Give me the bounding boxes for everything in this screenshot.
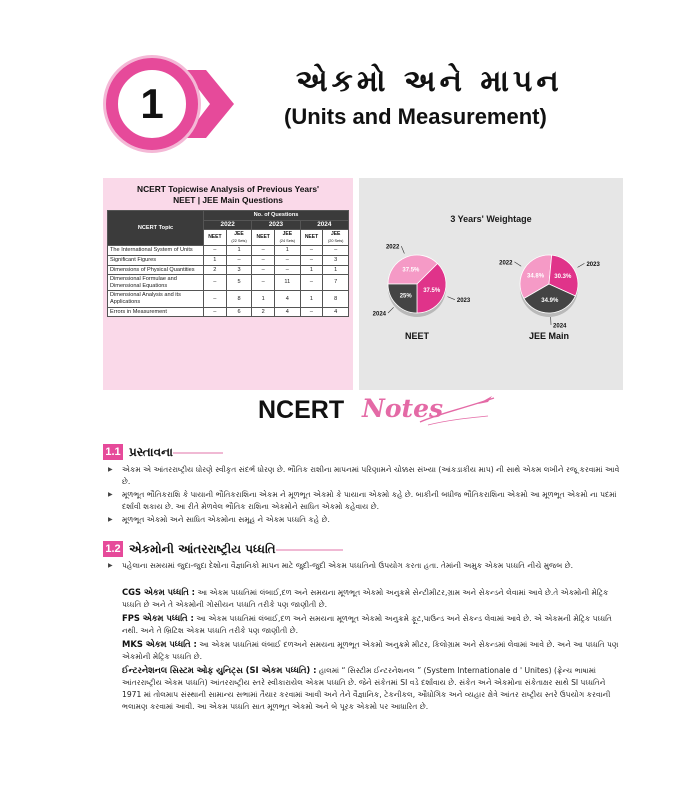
value-cell: – — [252, 255, 275, 265]
value-cell: 4 — [275, 307, 301, 317]
pie-value-label: 30.3% — [554, 273, 572, 280]
value-cell: 8 — [323, 291, 349, 307]
value-cell: 3 — [226, 265, 252, 275]
mks-label: MKS એકમ પધ્ધતિ : — [122, 639, 197, 649]
leader-line — [388, 307, 394, 313]
si-paragraph — [122, 664, 622, 713]
pen-swoosh-icon — [418, 394, 498, 428]
section-title: એકમોની આંતરરાષ્ટ્રીય પધ્ધતિ — [123, 542, 276, 557]
fps-paragraph — [122, 612, 622, 637]
leader-line — [578, 263, 585, 267]
topic-cell: Dimensions of Physical Quantities — [108, 265, 204, 275]
jee-subheader: JEE (20 Sets) — [323, 230, 349, 246]
value-cell: – — [252, 246, 275, 256]
pie-chart-name: JEE Main — [528, 331, 570, 341]
value-cell: 1 — [204, 255, 227, 265]
pie-year-label: 2023 — [456, 298, 471, 305]
value-cell: – — [204, 275, 227, 291]
value-cell: – — [275, 265, 301, 275]
topicwise-analysis-panel — [103, 178, 353, 390]
ncert-label: NCERT — [258, 396, 345, 424]
cgs-paragraph — [122, 586, 622, 611]
mks-paragraph — [122, 638, 622, 663]
value-cell: 1 — [323, 265, 349, 275]
value-cell: 1 — [275, 246, 301, 256]
value-cell: – — [252, 265, 275, 275]
neet-subheader: NEET — [252, 230, 275, 246]
chapter-circle — [106, 58, 198, 150]
si-label: ઈન્ટરનેશનલ સિસ્ટમ ઓફ યુનિટ્સ (SI એકમ પધ્ધતિ) : — [122, 665, 317, 675]
value-cell: 4 — [275, 291, 301, 307]
section-title: પ્રસ્તાવના — [123, 445, 173, 460]
pie-year-label: 2023 — [586, 261, 600, 268]
value-cell: 1 — [300, 265, 323, 275]
intro-bullet-list — [108, 464, 622, 527]
pie-value-label: 25% — [399, 293, 412, 300]
chapter-title-english: (Units and Measurement) — [284, 104, 547, 129]
section-heading — [103, 540, 276, 558]
si-text: હાલમાં “ સિસ્ટીમ ઈન્ટરનેશનલ ” (System Internationale d ' Unites) (ફ્રેન્ચ ભાષામાં આંતરરાષ્ટ્રીય એકમ પધ્ધતિ) આંતરરાષ્ટ્રીય સ્તરે સ્વીકારાયેલ એકમ પધ્ધતિ છે. જેને સંકેતમાં SI વડે દર્શાવાય છે. સંકેત અને એકમોના સંકેતાક્ષર સાથે SI પધ્ધતિને 1971 માં તોલમાપ સંસ્થાની સામાન્ય સભામાં તૈયાર કરવામાં આવી અને તેને વૈજ્ઞાનિક, ટેકનીકલ, ઔધોગિક અને વ્યહાર ક્ષેત્રે આંતર રાષ્ટ્રીય સ્તરે ઉપયોગ કરવાની ભલામણ કરવામાં આવી. આ એકમ પધ્ધતિ સાત મૂળભૂત એકમો અને બે પૂરક એકમો પર આધારિત છે. — [122, 666, 611, 711]
list-item: ▶ એકમ એ આંતરરાષ્ટ્રીય ધોરણે સ્વીકૃત સંદર્ભ ધોરણ છે. ભૌતિક રાશીના માપનમાં પરિણામને ચોક્કસ સંખ્યા (આંકડાકીય માપ) ની સાથે એકમ લખીને રજૂ કરવામાં આવે છે. — [108, 464, 622, 488]
list-item: ▶ મૂળભૂત ભૌતિકરાશિ કે પાયાની ભૌતિકરાશિના એકમ ને મૂળભૂત એકમો કે પાયાના એકમો કહે છે. બાકીની બધીજ ભૌતિકરાશિના એકમો આ મૂળભૂત એકમો ના પદમાં દર્શાવી શકાય છે. આ રીતે મેળવેલ ભૌતિક રાશિના એકમોને સાધિત એકમો કહેવાય છે. — [108, 489, 622, 513]
value-cell: – — [252, 275, 275, 291]
fps-text: આ એકમ પધ્ધતિમાં લંબાઈ,દળ અને સમયના મૂળભૂત એકમો અનુક્રમે ફૂટ,પાઉન્ડ અને સેકન્ડ લેવામાં આવે છે. એ એકમની મેટ્રિક પધ્ધતિ નથી. અને તે બ્રિટિશ એકમ પધ્ધતિ તરીકે પણ જાણીતી છે. — [122, 614, 612, 635]
chapter-number: 1 — [140, 80, 164, 127]
neet-subheader: NEET — [300, 230, 323, 246]
value-cell: 11 — [275, 275, 301, 291]
analysis-table — [107, 210, 349, 317]
value-cell: – — [300, 246, 323, 256]
pie-year-label: 2022 — [385, 244, 400, 251]
analysis-title-line1: NCERT Topicwise Analysis of Previous Years' — [137, 184, 319, 194]
topic-header: NCERT Topic — [108, 211, 204, 246]
analysis-title-line2: NEET | JEE Main Questions — [173, 195, 283, 205]
pie-chart-name: NEET — [404, 331, 430, 341]
table-row — [108, 291, 349, 307]
jee-subheader: JEE (22 Sets) — [226, 230, 252, 246]
mks-text: આ એકમ પધ્ધતિમાં લંબાઈ દળઅને સમયના મૂળભૂત એકમો અનુક્રમે મીટર, કિલોગ્રામ અને સેકન્ડમાં લેવામાં આવે છે. અને આ પધ્ધતિ પણ એકમોની મેટ્રિક પધ્ધતિ છે. — [122, 640, 619, 661]
chapter-title-gujarati: એકમો અને માપન — [296, 64, 563, 99]
leader-line — [514, 262, 521, 266]
value-cell: – — [204, 307, 227, 317]
value-cell: 2 — [252, 307, 275, 317]
pie-year-label: 2024 — [553, 323, 567, 330]
fps-label: FPS એકમ પધ્ધતિ : — [122, 613, 194, 623]
ncert-notes-heading — [258, 392, 498, 432]
analysis-table-title — [107, 184, 349, 206]
value-cell: 4 — [323, 307, 349, 317]
pie-value-label: 34.9% — [541, 297, 559, 304]
cgs-label: CGS એકમ પધ્ધતિ : — [122, 587, 196, 597]
table-row — [108, 275, 349, 291]
jee-subheader: JEE (24 Sets) — [275, 230, 301, 246]
list-item: ▶ મૂળભૂત એકમો અને સાધિત એકમોના સમૂહ ને એકમ પધ્ધતિ કહે છે. — [108, 514, 622, 526]
value-cell: – — [300, 307, 323, 317]
year-header: 2023 — [252, 220, 300, 230]
list-item: ▶ પહેલાના સમયમાં જુદા-જુદા દેશોના વૈજ્ઞાનિકો માપન માટે જુદી-જુદી એકમ પધ્ધતિનો ઉપયોગ કરતા હતા. તેમાંની અમુક એકમ પધ્ધતિ નીચે મુજબ છે. — [108, 560, 622, 572]
year-header: 2022 — [204, 220, 252, 230]
value-cell: – — [323, 246, 349, 256]
weightage-panel — [359, 178, 623, 390]
topic-cell: Dimensional Formulae and Dimensional Equations — [108, 275, 204, 291]
leader-line — [447, 297, 454, 300]
table-row — [108, 255, 349, 265]
analysis-block — [103, 178, 623, 390]
questions-header: No. of Questions — [204, 211, 349, 221]
value-cell: 7 — [323, 275, 349, 291]
table-row — [108, 307, 349, 317]
notes-label: Notes — [362, 394, 444, 423]
value-cell: 8 — [226, 291, 252, 307]
topic-cell: Errors in Measurement — [108, 307, 204, 317]
leader-line — [401, 246, 404, 253]
pie-value-label: 34.8% — [527, 273, 545, 280]
pie-year-label: 2024 — [372, 311, 387, 318]
pie-value-label: 37.5% — [402, 267, 420, 274]
value-cell: – — [300, 255, 323, 265]
pie-value-label: 37.5% — [423, 288, 441, 295]
value-cell: 6 — [226, 307, 252, 317]
value-cell: 1 — [300, 291, 323, 307]
chapter-badge — [100, 58, 240, 150]
table-row — [108, 265, 349, 275]
value-cell: 1 — [252, 291, 275, 307]
value-cell: – — [275, 255, 301, 265]
value-cell: – — [204, 291, 227, 307]
section-number: 1.2 — [103, 541, 123, 557]
weightage-title: 3 Years' Weightage — [450, 214, 532, 224]
weightage-pie-charts — [359, 178, 623, 390]
value-cell: 2 — [204, 265, 227, 275]
value-cell: 1 — [226, 246, 252, 256]
topic-cell: Significant Figures — [108, 255, 204, 265]
pie-year-label: 2022 — [499, 260, 513, 267]
neet-subheader: NEET — [204, 230, 227, 246]
value-cell: – — [226, 255, 252, 265]
value-cell: 5 — [226, 275, 252, 291]
section-number: 1.1 — [103, 444, 123, 460]
cgs-text: આ એકમ પધ્ધતિમાં લંબાઈ,દળ અને સમયના મૂળભૂત એકમો અનુક્રમે સેન્ટીમીટર,ગ્રામ અને સેકન્ડને લેવામાં આવે છે.તે એકમોની મેટ્રિક પધ્ધતિ છે અને તે એકમોની ગોસીયન પધ્ધતિ તરીકે પણ જાણીતી છે. — [122, 588, 609, 609]
value-cell: – — [204, 246, 227, 256]
table-row — [108, 246, 349, 256]
unit-systems-bullet-list — [108, 560, 622, 573]
topic-cell: The International System of Units — [108, 246, 204, 256]
topic-cell: Dimensional Analysis and its Applications — [108, 291, 204, 307]
section-heading — [103, 443, 173, 461]
value-cell: 3 — [323, 255, 349, 265]
value-cell: – — [300, 275, 323, 291]
year-header: 2024 — [300, 220, 348, 230]
